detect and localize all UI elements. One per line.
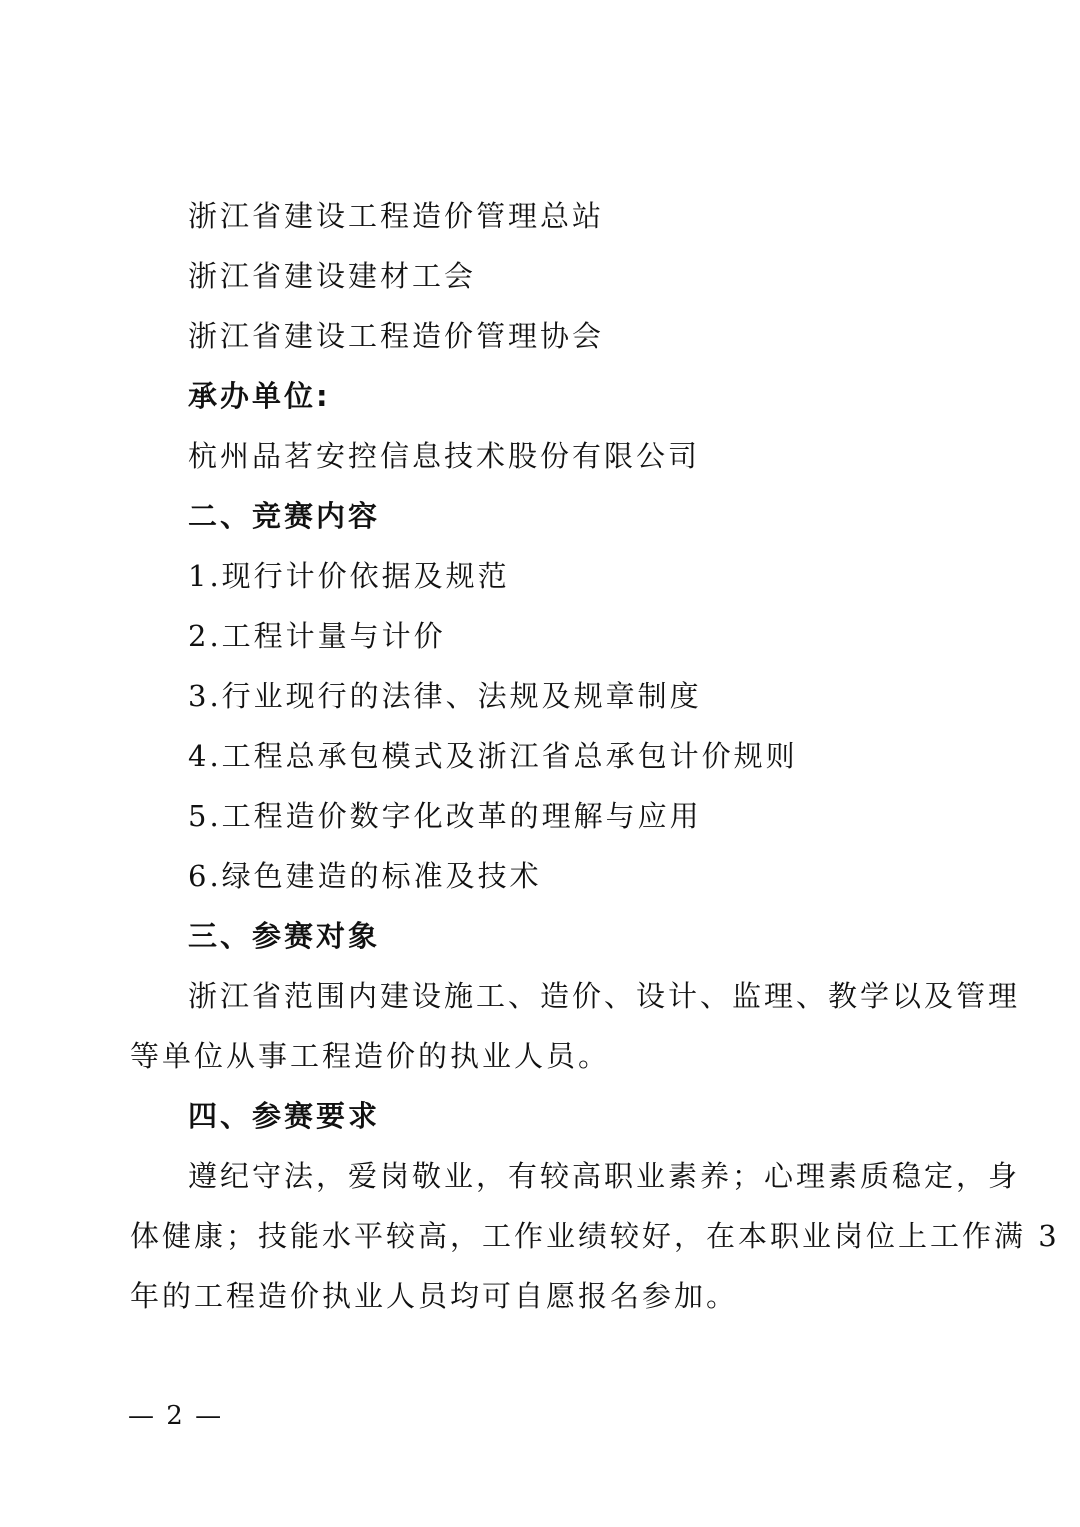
host-heading: 承办单位: [188, 379, 331, 413]
section-4-heading: 四、参赛要求 [188, 1099, 381, 1133]
organizer-line-1: 浙江省建设工程造价管理总站 [188, 199, 605, 233]
organizer-line-3: 浙江省建设工程造价管理协会 [188, 319, 605, 353]
section-4-paragraph-line-1: 遵纪守法，爱岗敬业，有较高职业素养；心理素质稳定，身 [188, 1159, 1021, 1193]
section-4-paragraph-line-2: 体健康；技能水平较高，工作业绩较好，在本职业岗位上工作满 3 [130, 1219, 1060, 1253]
section-4-paragraph-line-3: 年的工程造价执业人员均可自愿报名参加。 [130, 1279, 739, 1313]
section-3-paragraph-line-1: 浙江省范围内建设施工、造价、设计、监理、教学以及管理 [188, 979, 1021, 1013]
section-2-item-3: 3.行业现行的法律、法规及规章制度 [188, 679, 702, 713]
section-2-item-4: 4.工程总承包模式及浙江省总承包计价规则 [188, 739, 798, 773]
section-2-item-6: 6.绿色建造的标准及技术 [188, 859, 542, 893]
page-number: — 2 — [128, 1401, 224, 1431]
section-2-item-1: 1.现行计价依据及规范 [188, 559, 510, 593]
section-2-item-5: 5.工程造价数字化改革的理解与应用 [188, 799, 702, 833]
organizer-line-2: 浙江省建设建材工会 [188, 259, 477, 293]
section-3-heading: 三、参赛对象 [188, 919, 381, 953]
section-2-item-2: 2.工程计量与计价 [188, 619, 446, 653]
section-2-heading: 二、竞赛内容 [188, 499, 381, 533]
host-unit: 杭州品茗安控信息技术股份有限公司 [188, 439, 701, 473]
section-3-paragraph-line-2: 等单位从事工程造价的执业人员。 [130, 1039, 611, 1073]
